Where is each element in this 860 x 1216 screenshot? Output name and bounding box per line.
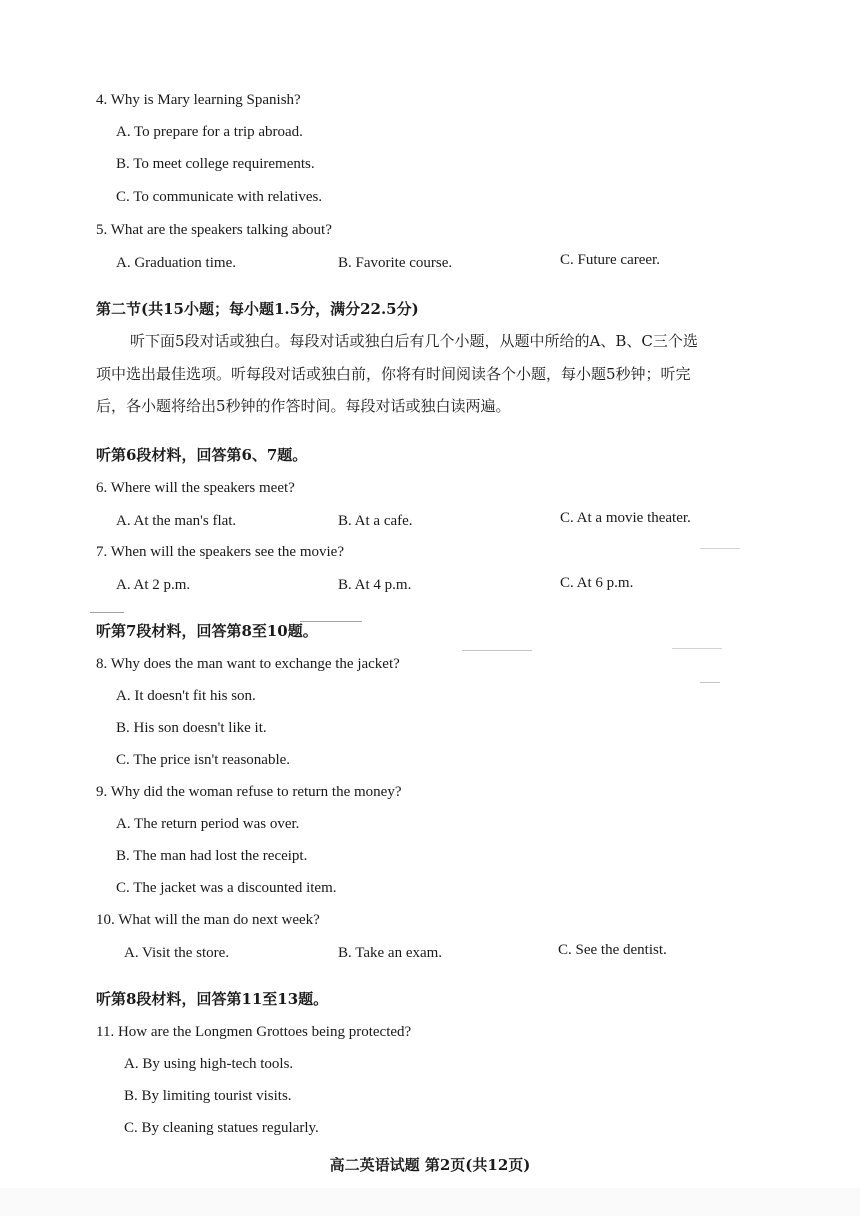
q10-question: 10. What will the man do next week? bbox=[96, 912, 320, 928]
q6-option-a: A. At the man's flat. bbox=[116, 513, 237, 529]
q10-option-b: B. Take an exam. bbox=[338, 945, 443, 961]
instructions-line-3: 后，各小题将给出5秒钟的作答时间。每段对话或独白读两遍。 bbox=[96, 397, 511, 415]
q6-question: 6. Where will the speakers meet? bbox=[96, 480, 295, 496]
q6-option-c: C. At a movie theater. bbox=[560, 510, 691, 526]
q9-option-a: A. The return period was over. bbox=[116, 816, 300, 832]
q4-option-a: A. To prepare for a trip abroad. bbox=[116, 124, 303, 140]
material-7-header: 听第7段材料，回答第8至10题。 bbox=[96, 622, 318, 640]
q10-option-c: C. See the dentist. bbox=[558, 942, 667, 958]
q11-option-b: B. By limiting tourist visits. bbox=[124, 1088, 292, 1104]
instructions-line-1: 听下面5段对话或独白。每段对话或独白后有几个小题，从题中所给的A、B、C三个选 bbox=[130, 332, 698, 350]
scan-mark bbox=[700, 548, 740, 549]
q10-option-a: A. Visit the store. bbox=[124, 945, 230, 961]
instructions-line-2: 项中选出最佳选项。听每段对话或独白前，你将有时间阅读各个小题，每小题5秒钟；听完 bbox=[96, 365, 691, 383]
scan-margin bbox=[0, 1188, 860, 1216]
q5-option-a: A. Graduation time. bbox=[116, 255, 236, 271]
q8-option-a: A. It doesn't fit his son. bbox=[116, 688, 256, 704]
q5-option-b: B. Favorite course. bbox=[338, 255, 453, 271]
q4-option-c: C. To communicate with relatives. bbox=[116, 189, 323, 205]
q5-question: 5. What are the speakers talking about? bbox=[96, 222, 332, 238]
scan-mark bbox=[462, 650, 532, 651]
q8-option-c: C. The price isn't reasonable. bbox=[116, 752, 291, 768]
q7-option-c: C. At 6 p.m. bbox=[560, 575, 634, 591]
q9-option-b: B. The man had lost the receipt. bbox=[116, 848, 308, 864]
section-heading: 第二节(共15小题；每小题1.5分，满分22.5分) bbox=[96, 300, 419, 318]
q8-question: 8. Why does the man want to exchange the jacket? bbox=[96, 656, 400, 672]
material-6-header: 听第6段材料，回答第6、7题。 bbox=[96, 446, 308, 464]
scan-mark bbox=[90, 612, 124, 613]
q7-option-a: A. At 2 p.m. bbox=[116, 577, 191, 593]
q4-option-b: B. To meet college requirements. bbox=[116, 156, 315, 172]
scan-mark bbox=[672, 648, 722, 649]
q7-question: 7. When will the speakers see the movie? bbox=[96, 544, 344, 560]
q5-option-c: C. Future career. bbox=[560, 252, 660, 268]
page-footer: 高二英语试题 第2页(共12页) bbox=[329, 1156, 531, 1174]
q9-question: 9. Why did the woman refuse to return the money? bbox=[96, 784, 402, 800]
q6-option-b: B. At a cafe. bbox=[338, 513, 413, 529]
material-8-header: 听第8段材料，回答第11至13题。 bbox=[96, 990, 329, 1008]
scan-mark bbox=[700, 682, 720, 683]
q7-option-b: B. At 4 p.m. bbox=[338, 577, 412, 593]
q11-option-a: A. By using high-tech tools. bbox=[124, 1056, 294, 1072]
q4-question: 4. Why is Mary learning Spanish? bbox=[96, 92, 301, 108]
q11-option-c: C. By cleaning statues regularly. bbox=[124, 1120, 319, 1136]
q11-question: 11. How are the Longmen Grottoes being protected? bbox=[96, 1024, 412, 1040]
q9-option-c: C. The jacket was a discounted item. bbox=[116, 880, 337, 896]
q8-option-b: B. His son doesn't like it. bbox=[116, 720, 267, 736]
